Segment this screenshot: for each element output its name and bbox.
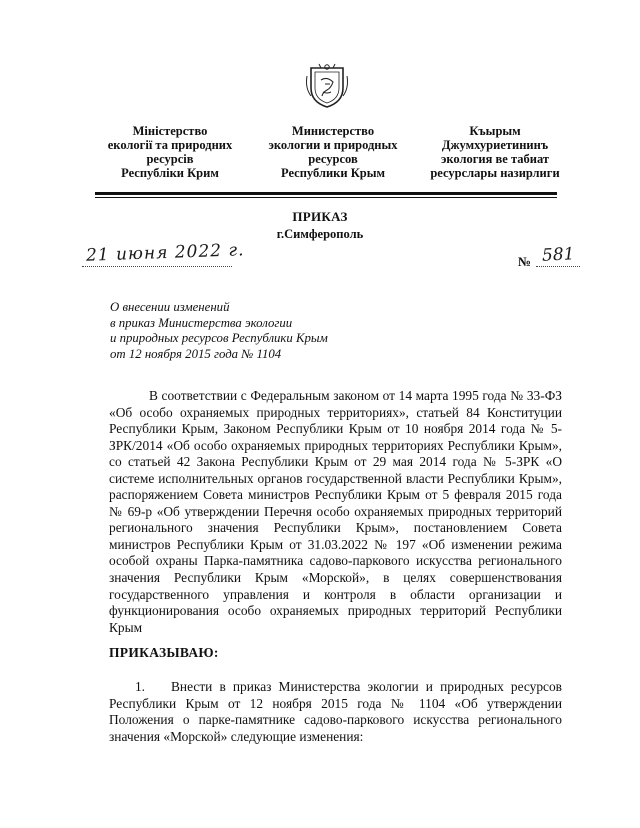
subject-line-2: в приказ Министерства экологии (110, 315, 293, 330)
ministry-uk-line-4: Республіки Крим (121, 166, 219, 180)
ministry-ru-line-4: Республики Крым (281, 166, 385, 180)
ministry-ru-line-3: ресурсов (308, 152, 358, 166)
ministry-ru-line-1: Министерство (291, 124, 375, 138)
date-underline (82, 266, 232, 267)
subject-line-4: от 12 ноября 2015 года № 1104 (110, 346, 282, 361)
handwritten-date: 21 июня 2022 г. (85, 240, 245, 266)
number-underline (536, 266, 580, 267)
ministry-uk-line-1: Міністерство (132, 124, 208, 138)
order-item-1 (109, 679, 562, 745)
handwritten-number: 581 (541, 244, 575, 266)
decree-heading: ПРИКАЗЫВАЮ: (109, 645, 219, 660)
ministry-crh-line-1: Къырым (469, 124, 521, 138)
subject-line-1: О внесении изменений (110, 300, 230, 314)
preamble-paragraph: В соответствии с Федеральным законом от 14 марта 1995 года № 33-ФЗ «Об особо охраняемых природных территориях», статьей 84 Конституции Республики Крым, Законом Республики Крым от 10 ноября 2014 года № 5-ЗРК/2014 «Об особо охраняемых природных территориях Республики Крым», со статьей 42 Закона Республики Крым от 29 мая 2014 года № 5-ЗРК «О системе исполнительных органов государственной власти Республики Крым», распоряжением Совета министров Республики Крым от 5 февраля 2015 года № 69-р «Об утверждении Перечня особо охраняемых природных территорий регионального значения Республики Крым», постановлением Совета министров Республики Крым от 31.03.2022 № 197 «Об изменении режима особой охраны Парка-памятника садово-паркового искусства регионального значения Республики Крым «Морской», в целях совершенствования государственного управления и контроля в области организации и функционирования особо охраняемых природных территорий Республики Крым (109, 388, 562, 635)
ministry-name-ukrainian (95, 124, 245, 180)
item-text: Внести в приказ Министерства экологии и природных ресурсов Республики Крым от 12 ноября 2015 года № 1104 «Об утверждении Положения о парке-памятнике садово-паркового искусства регионального значения «Морской» следующие изменения: (109, 679, 562, 744)
header-divider-thick (95, 192, 557, 195)
number-label: № (518, 254, 532, 269)
ministry-uk-line-2: екології та природних (107, 138, 233, 152)
document-city: г.Симферополь (276, 227, 364, 241)
ministry-uk-line-3: ресурсів (146, 152, 194, 166)
document-type: ПРИКАЗ (292, 209, 348, 224)
header-divider-thin (95, 197, 557, 198)
ministry-ru-line-2: экологии и природных (268, 138, 398, 152)
ministry-crh-line-4: ресурслары назирлиги (430, 166, 560, 180)
subject-line-3: и природных ресурсов Республики Крым (110, 331, 328, 346)
ministry-name-russian (258, 124, 408, 180)
ministry-crh-line-3: экология ве табиат (440, 152, 550, 166)
item-number: 1. (134, 679, 145, 694)
order-subject (110, 300, 370, 362)
ministry-name-crimean-tatar (420, 124, 570, 180)
crimea-coat-of-arms-icon (303, 62, 351, 110)
ministry-crh-line-2: Джумхуриетининъ (441, 138, 549, 152)
